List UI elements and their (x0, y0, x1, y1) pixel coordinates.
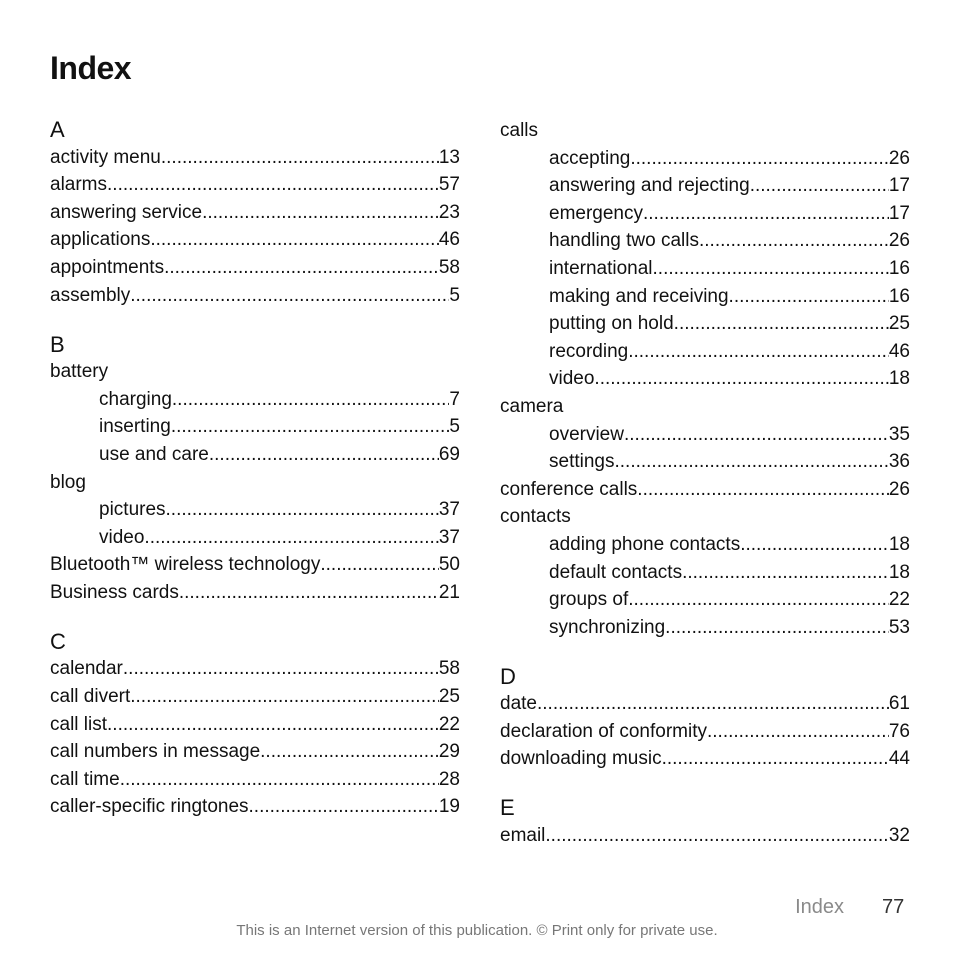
entry-page-number: 44 (888, 748, 910, 770)
heading-text: battery (50, 361, 109, 383)
entry-page-number: 32 (888, 825, 910, 847)
entry-term: assembly (50, 284, 131, 306)
index-entry (50, 171, 460, 199)
entry-term: Bluetooth™ wireless technology (50, 554, 321, 576)
entry-term: alarms (50, 174, 108, 196)
index-subentry (50, 524, 460, 552)
index-entry (50, 766, 460, 794)
index-entry (500, 822, 910, 850)
dot-leader (164, 254, 439, 282)
dot-leader (674, 310, 889, 338)
index-entry (50, 683, 460, 711)
entry-page-number: 25 (438, 686, 460, 708)
entry-term: call numbers in message (50, 741, 261, 763)
dot-leader (202, 199, 439, 227)
entry-page-number: 69 (438, 443, 460, 465)
index-subentry (500, 255, 910, 283)
dot-leader (662, 745, 889, 773)
dot-leader (179, 579, 439, 607)
dot-leader (107, 711, 439, 739)
index-topic-heading (50, 469, 460, 497)
entry-page-number: 36 (888, 451, 910, 473)
entry-page-number: 46 (888, 340, 910, 362)
dot-leader (729, 283, 889, 311)
index-subentry (500, 172, 910, 200)
entry-page-number: 23 (438, 201, 460, 223)
entry-term: putting on hold (549, 313, 674, 335)
section-spacer (500, 641, 910, 662)
heading-text: C (50, 628, 66, 654)
entry-page-number: 18 (888, 533, 910, 555)
entry-term: activity menu (50, 146, 161, 168)
dot-leader (637, 476, 889, 504)
index-subentry (500, 227, 910, 255)
entry-page-number: 35 (888, 423, 910, 445)
entry-page-number: 53 (888, 616, 910, 638)
entry-page-number: 21 (438, 581, 460, 603)
entry-term: overview (549, 423, 624, 445)
dot-leader (630, 145, 889, 173)
entry-page-number: 46 (438, 229, 460, 251)
section-spacer (50, 309, 460, 330)
heading-text: contacts (500, 506, 571, 528)
entry-term: charging (99, 388, 172, 410)
entry-page-number: 16 (888, 257, 910, 279)
entry-term: appointments (50, 256, 165, 278)
entry-term: default contacts (549, 561, 683, 583)
entry-page-number: 28 (438, 768, 460, 790)
entry-page-number: 29 (438, 741, 460, 763)
index-letter-heading (50, 628, 460, 656)
index-subentry (50, 386, 460, 414)
entry-page-number: 26 (888, 147, 910, 169)
entry-term: use and care (99, 443, 209, 465)
index-entry (50, 199, 460, 227)
dot-leader (107, 171, 439, 199)
index-entry (50, 254, 460, 282)
dot-leader (537, 690, 889, 718)
dot-leader (209, 441, 439, 469)
index-subentry (500, 614, 910, 642)
index-entry (500, 690, 910, 718)
index-letter-heading (50, 116, 460, 144)
entry-page-number: 5 (449, 416, 460, 438)
entry-term: accepting (549, 147, 631, 169)
entry-page-number: 58 (438, 658, 460, 680)
entry-term: answering service (50, 201, 203, 223)
entry-page-number: 37 (438, 499, 460, 521)
index-subentry (500, 365, 910, 393)
dot-leader (249, 793, 439, 821)
dot-leader (740, 531, 889, 559)
entry-term: conference calls (500, 478, 638, 500)
entry-term: video (549, 368, 595, 390)
index-letter-heading (50, 331, 460, 359)
footer-section-label: Index (795, 896, 844, 918)
entry-page-number: 26 (888, 230, 910, 252)
index-column-left (50, 116, 460, 821)
entry-term: caller-specific ringtones (50, 796, 249, 818)
index-entry (500, 476, 910, 504)
index-topic-heading (500, 503, 910, 531)
dot-leader (161, 144, 439, 172)
entry-term: handling two calls (549, 230, 699, 252)
dot-leader (628, 586, 889, 614)
dot-leader (707, 718, 889, 746)
index-topic-heading (500, 117, 910, 145)
index-subentry (500, 283, 910, 311)
entry-page-number: 13 (438, 146, 460, 168)
heading-text: blog (50, 471, 86, 493)
entry-term: Business cards (50, 581, 179, 603)
dot-leader (614, 448, 888, 476)
entry-term: call divert (50, 686, 131, 708)
entry-term: synchronizing (549, 616, 666, 638)
index-letter-heading (500, 794, 910, 822)
dot-leader (130, 683, 439, 711)
entry-page-number: 37 (438, 526, 460, 548)
entry-term: calendar (50, 658, 123, 680)
index-entry (50, 711, 460, 739)
index-subentry (500, 421, 910, 449)
dot-leader (699, 227, 889, 255)
index-entry (50, 738, 460, 766)
dot-leader (150, 226, 439, 254)
dot-leader (545, 822, 888, 850)
dot-leader (624, 421, 889, 449)
entry-term: pictures (99, 499, 166, 521)
index-entry (50, 551, 460, 579)
entry-term: declaration of conformity (500, 720, 707, 742)
footer-page-number: 77 (882, 896, 905, 918)
heading-text: calls (500, 120, 539, 141)
heading-text: camera (500, 395, 564, 417)
dot-leader (665, 614, 889, 642)
entry-page-number: 19 (438, 796, 460, 818)
entry-page-number: 5 (449, 284, 460, 306)
dot-leader (166, 496, 439, 524)
index-subentry (500, 531, 910, 559)
entry-term: adding phone contacts (549, 533, 741, 555)
dot-leader (172, 386, 450, 414)
dot-leader (594, 365, 888, 393)
entry-page-number: 17 (888, 202, 910, 224)
footer-copyright-note: This is an Internet version of this publication. © Print only for private use. (236, 922, 718, 939)
entry-term: downloading music (500, 748, 662, 770)
entry-term: email (500, 825, 546, 847)
index-subentry (50, 496, 460, 524)
index-entry (50, 655, 460, 683)
entry-term: inserting (99, 416, 171, 438)
index-subentry (50, 441, 460, 469)
index-topic-heading (500, 393, 910, 421)
entry-page-number: 25 (888, 313, 910, 335)
section-spacer (500, 773, 910, 794)
index-entry (50, 579, 460, 607)
index-entry (50, 793, 460, 821)
entry-page-number: 61 (888, 693, 910, 715)
entry-term: emergency (549, 202, 643, 224)
index-entry (50, 226, 460, 254)
dot-leader (750, 172, 889, 200)
heading-text: E (500, 795, 515, 821)
index-subentry (500, 200, 910, 228)
dot-leader (171, 413, 450, 441)
entry-page-number: 76 (888, 720, 910, 742)
index-subentry (50, 413, 460, 441)
entry-term: date (500, 693, 537, 715)
entry-term: international (549, 257, 653, 279)
entry-page-number: 18 (888, 561, 910, 583)
entry-term: groups of (549, 589, 629, 611)
index-subentry (500, 559, 910, 587)
heading-text: A (50, 117, 65, 142)
dot-leader (120, 766, 439, 794)
entry-term: video (99, 526, 145, 548)
index-subentry (500, 145, 910, 173)
index-subentry (500, 586, 910, 614)
index-entry (500, 718, 910, 746)
entry-page-number: 50 (438, 554, 460, 576)
entry-page-number: 58 (438, 256, 460, 278)
index-topic-heading (50, 358, 460, 386)
entry-page-number: 7 (449, 388, 460, 410)
entry-term: making and receiving (549, 285, 729, 307)
entry-page-number: 22 (438, 713, 460, 735)
entry-page-number: 16 (888, 285, 910, 307)
index-entry (50, 144, 460, 172)
dot-leader (130, 282, 449, 310)
entry-term: answering and rejecting (549, 175, 750, 197)
dot-leader (653, 255, 889, 283)
index-subentry (500, 338, 910, 366)
dot-leader (320, 551, 438, 579)
entry-term: applications (50, 229, 151, 251)
entry-page-number: 18 (888, 368, 910, 390)
heading-text: B (50, 331, 65, 357)
heading-text: D (500, 663, 516, 689)
entry-term: call time (50, 768, 120, 790)
index-subentry (500, 310, 910, 338)
page-title: Index (50, 50, 132, 86)
entry-term: call list (50, 713, 108, 735)
dot-leader (682, 559, 889, 587)
index-column-right (500, 117, 910, 850)
dot-leader (260, 738, 439, 766)
index-subentry (500, 448, 910, 476)
entry-term: recording (549, 340, 629, 362)
entry-page-number: 57 (438, 174, 460, 196)
entry-page-number: 22 (888, 589, 910, 611)
index-entry (50, 282, 460, 310)
index-entry (500, 745, 910, 773)
index-letter-heading (500, 663, 910, 691)
dot-leader (123, 655, 439, 683)
dot-leader (628, 338, 889, 366)
entry-page-number: 17 (888, 175, 910, 197)
entry-term: settings (549, 451, 615, 473)
dot-leader (144, 524, 438, 552)
section-spacer (50, 606, 460, 627)
dot-leader (643, 200, 889, 228)
entry-page-number: 26 (888, 478, 910, 500)
